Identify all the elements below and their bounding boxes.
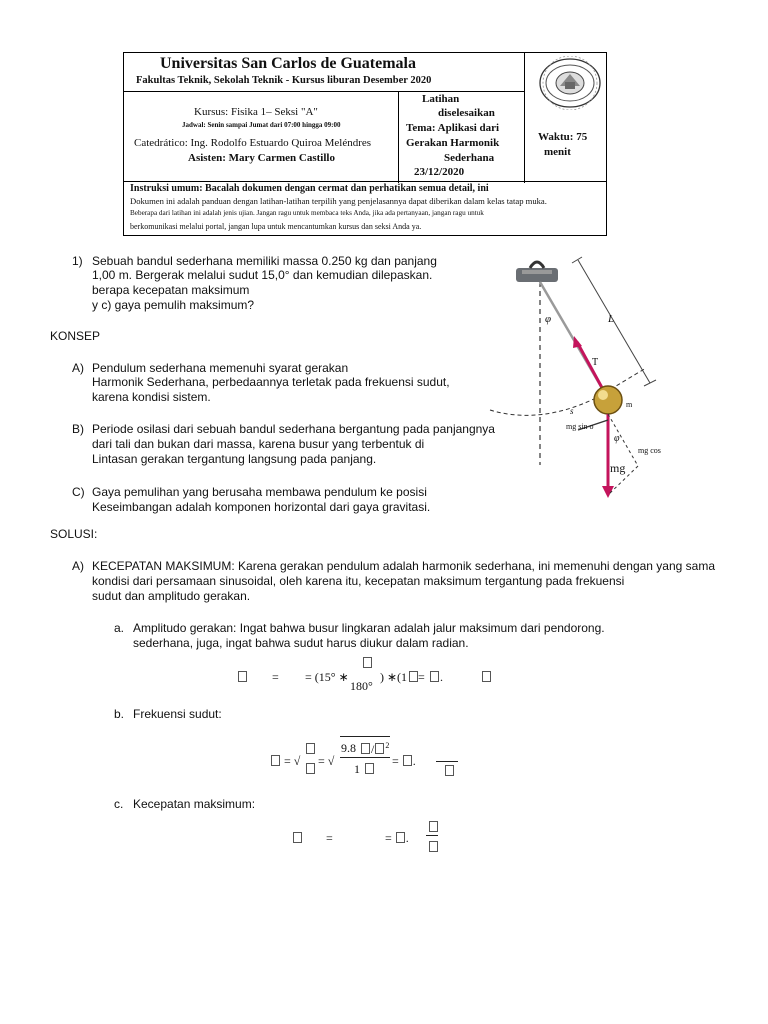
pendulum-bob xyxy=(594,386,622,414)
tema-line-1: Tema: Aplikasi dari xyxy=(406,122,500,134)
konsep-c-line-2: Keseimbangan adalah komponen horizontal dari gaya gravitasi. xyxy=(92,500,431,514)
tema-line-2: Gerakan Harmonik xyxy=(406,137,500,149)
konsep-c-line-1: Gaya pemulihan yang berusaha membawa pendulum ke posisi xyxy=(92,485,427,499)
instructions-line-2: Beberapa dari latihan ini adalah jenis ujian. Jangan ragu untuk membaca teks Anda, jika ada pertanyaan, jangan ragu untuk xyxy=(130,209,484,217)
instructions-line-3: berkomunikasi melalui portal, jangan lupa untuk mencantumkan kursus dan seksi Anda ya. xyxy=(130,222,422,231)
pendulum-support xyxy=(516,262,558,282)
eq1-denominator: 180° xyxy=(350,679,373,693)
date: 23/12/2020 xyxy=(414,166,465,178)
problem-line-2: 1,00 m. Bergerak melalui sudut 15,0° dan kemudian dilepaskan. xyxy=(92,268,433,282)
sub-a-line-1: Amplitudo gerakan: Ingat bahwa busur lingkaran adalah jalur maksimum dari pendorong. xyxy=(133,621,605,635)
diselesaikan: diselesaikan xyxy=(438,107,495,119)
latihan: Latihan xyxy=(422,93,460,105)
problem-number: 1) xyxy=(72,254,83,268)
solusi-title: SOLUSI: xyxy=(50,527,98,541)
eq2-numerator: 9.8 xyxy=(341,741,356,755)
waktu-line-2: menit xyxy=(544,146,571,158)
pendulum-diagram xyxy=(486,250,686,505)
sub-c-line-1: Kecepatan maksimum: xyxy=(133,797,256,811)
problem-line-1: Sebuah bandul sederhana memiliki massa 0.250 kg dan panjang xyxy=(92,254,437,268)
mg-label: mg xyxy=(610,461,626,475)
waktu-line-1: Waktu: 75 xyxy=(538,131,588,143)
sub-a-line-2: sederhana, juga, ingat bahwa sudut harus diukur dalam radian. xyxy=(133,636,469,650)
university-title: Universitas San Carlos de Guatemala xyxy=(160,55,416,72)
course-name: Kursus: Fisika 1– Seksi "A" xyxy=(194,106,318,118)
sub-a-label: a. xyxy=(114,621,125,635)
tema-line-3: Sederhana xyxy=(444,152,495,164)
university-seal-icon xyxy=(534,56,606,110)
problem-line-3: berapa kecepatan maksimum xyxy=(92,283,250,297)
instructions-title: Instruksi umum: Bacalah dokumen dengan cermat dan perhatikan semua detail, ini xyxy=(130,183,489,194)
phi-label-top: φ xyxy=(545,313,552,325)
konsep-title: KONSEP xyxy=(50,329,101,343)
tension-label: T xyxy=(592,357,599,368)
konsep-a-line-1: Pendulum sederhana memenuhi syarat gerakan xyxy=(92,361,349,375)
problem-line-4: y c) gaya pemulih maksimum? xyxy=(92,298,255,312)
konsep-a-line-2: Harmonik Sederhana, perbedaannya terletak pada frekuensi sudut, xyxy=(92,375,450,389)
konsep-b-line-2: dari tali dan bukan dari massa, karena busur yang terbentuk di xyxy=(92,437,425,451)
sub-b-line-1: Frekuensi sudut: xyxy=(133,707,222,721)
mg-sin-label: mg sin o xyxy=(566,422,594,431)
konsep-b-line-1: Periode osilasi dari sebuah bandul sederhana bergantung pada panjangnya xyxy=(92,422,495,436)
eq2-denominator: 1 xyxy=(354,762,360,776)
schedule: Jadwal: Senin sampai Jumat dari 07:00 hingga 09:00 xyxy=(182,121,341,129)
konsep-c-label: C) xyxy=(72,485,85,499)
solusi-a-line-3: sudut dan amplitudo gerakan. xyxy=(92,589,251,603)
arc-path xyxy=(490,368,646,415)
eq1-middle: = (15° ∗ xyxy=(305,670,349,684)
konsep-a-line-3: karena kondisi sistem. xyxy=(92,390,211,404)
professor: Catedrático: Ing. Rodolfo Estuardo Quiroa Meléndres xyxy=(134,137,372,149)
solusi-a-line-2: kondisi dari persamaan sinusoidal, oleh karena itu, kecepatan maksimum tergantung pada frekuensi xyxy=(92,574,625,588)
arc-length-label: s xyxy=(570,406,574,416)
solusi-a-line-1: KECEPATAN MAKSIMUM: Karena gerakan pendulum adalah harmonik sederhana, ini memenuhi dengan yang sama xyxy=(92,559,715,573)
mg-cos-label: mg cos xyxy=(638,446,661,455)
assistant: Asisten: Mary Carmen Castillo xyxy=(188,152,335,164)
eq1-tail: ) ∗(1 xyxy=(380,670,408,684)
eq1-equals: = xyxy=(418,670,425,684)
mass-label: m xyxy=(626,400,633,409)
sub-c-label: c. xyxy=(114,797,124,811)
faculty-line: Fakultas Teknik, Sekolah Teknik - Kursus liburan Desember 2020 xyxy=(136,75,432,86)
phi-label-bottom: φ xyxy=(614,433,620,444)
instructions-line-1: Dokumen ini adalah panduan dengan latihan-latihan terpilih yang penjelasannya dapat diberikan dalam kelas tatap muka. xyxy=(130,196,547,206)
length-label: L xyxy=(608,313,615,325)
konsep-b-label: B) xyxy=(72,422,84,436)
sub-b-label: b. xyxy=(114,707,125,721)
konsep-b-line-3: Lintasan gerakan tergantung langsung pada panjang. xyxy=(92,452,377,466)
konsep-a-label: A) xyxy=(72,361,84,375)
solusi-a-label: A) xyxy=(72,559,84,573)
